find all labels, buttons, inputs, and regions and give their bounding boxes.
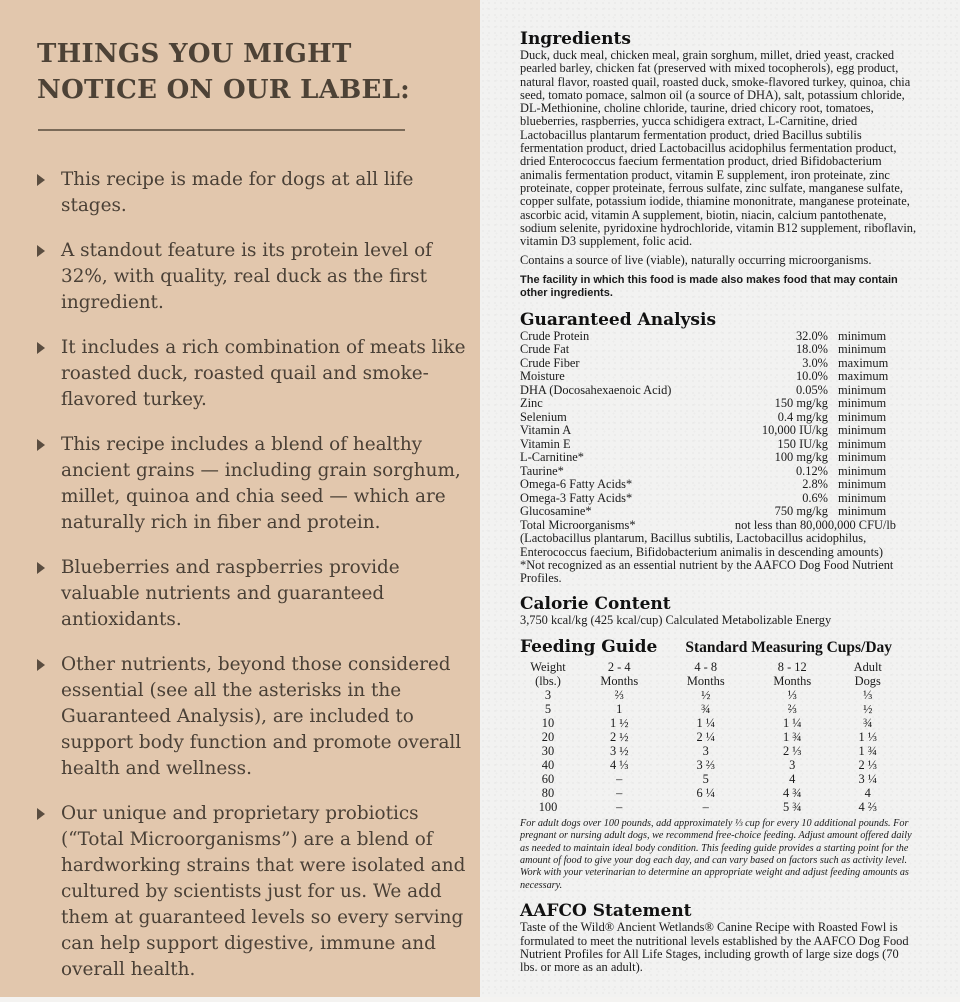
nutrient-qualifier: minimum xyxy=(838,409,887,424)
table-cell: 3 ¼ xyxy=(858,771,878,786)
table-cell: 4 ¾ xyxy=(782,785,802,800)
heading-divider xyxy=(38,129,405,131)
nutrient-qualifier: minimum xyxy=(838,490,887,505)
column-header: 4 - 8 Months xyxy=(686,659,725,688)
nutrient-name: Omega-6 Fatty Acids* xyxy=(520,477,633,492)
table-cell: 30 xyxy=(541,743,555,758)
guaranteed-analysis-title: Guaranteed Analysis xyxy=(520,309,717,330)
table-row xyxy=(520,758,900,772)
table-cell: 5 ¾ xyxy=(782,799,802,814)
feeding-guide-table xyxy=(520,660,900,814)
table-row xyxy=(520,411,896,425)
list-item xyxy=(37,335,467,413)
table-cell: 2 ½ xyxy=(609,729,629,744)
table-cell: ¾ xyxy=(701,701,711,716)
table-cell: 1 xyxy=(616,701,623,716)
table-cell: 4 ⅔ xyxy=(858,799,878,814)
table-cell: 1 ⅓ xyxy=(858,729,878,744)
nutrient-name: Taurine* xyxy=(520,463,564,478)
list-item-text: Blueberries and raspberries provide valuable nutrients and guaranteed antioxidants. xyxy=(61,557,400,630)
label-content xyxy=(520,30,918,975)
aafco-footnote: *Not recognized as an essential nutrient by the AAFCO Dog Food Nutrient Profiles. xyxy=(520,557,894,586)
table-cell: 1 ¾ xyxy=(858,743,878,758)
nutrient-value: 3.0% xyxy=(802,355,828,370)
table-row xyxy=(520,451,896,465)
nutrient-name: Glucosamine* xyxy=(520,504,592,519)
column-header: Weight (lbs.) xyxy=(530,659,566,688)
table-cell: 5 xyxy=(544,701,552,716)
nutrient-qualifier: minimum xyxy=(838,342,887,357)
column-header: 8 - 12 Months xyxy=(773,659,812,688)
table-row xyxy=(520,505,896,519)
table-row xyxy=(520,786,900,800)
table-cell: ⅓ xyxy=(787,687,797,702)
table-cell: 5 xyxy=(702,771,709,786)
table-cell: 1 ¼ xyxy=(696,715,716,730)
table-cell: ½ xyxy=(701,687,711,702)
guaranteed-analysis-table xyxy=(520,330,896,533)
table-row xyxy=(520,330,896,344)
list-item-text: A standout feature is its protein level of 32%, with quality, real duck as the first ingredient. xyxy=(61,240,432,313)
nutrient-value: 0.6% xyxy=(802,490,828,505)
table-cell: 4 xyxy=(864,785,871,800)
nutrient-value: 0.4 mg/kg xyxy=(777,409,828,424)
table-row xyxy=(520,702,900,716)
table-cell: 3 ⅔ xyxy=(696,757,716,772)
triangle-bullet-icon xyxy=(37,174,45,186)
nutrient-value: 2.8% xyxy=(802,477,828,492)
table-cell: 1 ¼ xyxy=(782,715,802,730)
table-cell: – xyxy=(616,771,623,786)
table-cell: 6 ¼ xyxy=(696,785,716,800)
nutrient-value: 100 mg/kg xyxy=(774,450,828,465)
column-header: Adult Dogs xyxy=(853,659,882,688)
list-item xyxy=(37,238,467,316)
table-cell: 80 xyxy=(541,785,555,800)
list-item xyxy=(37,167,467,219)
feeding-guide-header xyxy=(520,638,918,657)
triangle-bullet-icon xyxy=(37,245,45,257)
nutrient-qualifier: minimum xyxy=(838,396,887,411)
feeding-guide-title: Feeding Guide xyxy=(520,636,658,657)
table-cell: ½ xyxy=(863,701,873,716)
nutrient-qualifier: maximum xyxy=(838,369,889,384)
nutrient-qualifier: minimum xyxy=(838,504,887,519)
notice-list xyxy=(37,167,467,1002)
table-cell: 100 xyxy=(538,799,558,814)
table-cell: 2 ⅓ xyxy=(858,757,878,772)
table-row xyxy=(520,772,900,786)
nutrient-name: Crude Protein xyxy=(520,328,590,343)
nutrient-value: not less than 80,000,000 CFU/lb xyxy=(734,517,896,532)
table-cell: 10 xyxy=(541,715,555,730)
table-cell: ⅔ xyxy=(614,687,624,702)
table-header-row xyxy=(520,660,900,688)
table-cell: – xyxy=(616,799,623,814)
list-item xyxy=(37,555,467,633)
nutrient-qualifier: minimum xyxy=(838,436,887,451)
feeding-guide-note: For adult dogs over 100 pounds, add approximately ⅓ cup for every 10 additional pounds. For pregnant or nursing adult dogs, we recommend free-choice feeding. Adjust amount offered daily as needed to maintain ideal body condition. This feeding guide provides a starting point for the amount of food to give your dog each day, and can vary based on factors such as activity level. Work with your veterinarian to determine an appropriate weight and adjust feeding amounts as necessary. xyxy=(520,817,912,891)
triangle-bullet-icon xyxy=(37,439,45,451)
table-cell: ⅓ xyxy=(863,687,873,702)
left-panel xyxy=(0,0,480,997)
table-row xyxy=(520,438,896,452)
table-row xyxy=(520,744,900,758)
table-row xyxy=(520,688,900,702)
table-row xyxy=(520,519,896,533)
table-cell: ⅔ xyxy=(787,701,797,716)
nutrient-value: 10.0% xyxy=(795,369,828,384)
nutrient-qualifier: minimum xyxy=(838,423,887,438)
table-row xyxy=(520,343,896,357)
list-item-text: It includes a rich combination of meats like roasted duck, roasted quail and smoke-flavored turkey. xyxy=(61,337,466,410)
nutrient-name: L-Carnitine* xyxy=(520,450,584,465)
list-item xyxy=(37,432,467,536)
nutrient-qualifier: minimum xyxy=(838,328,887,343)
aafco-statement-text: Taste of the Wild® Ancient Wetlands® Canine Recipe with Roasted Fowl is formulated to meet the nutritional levels established by the AAFCO Dog Food Nutrient Profiles for All Life Stages, including growth of large size dogs (70 lbs. or more as an adult). xyxy=(520,920,909,975)
triangle-bullet-icon xyxy=(37,659,45,671)
table-row xyxy=(520,492,896,506)
nutrient-qualifier: minimum xyxy=(838,477,887,492)
list-item-text: This recipe is made for dogs at all life stages. xyxy=(61,169,414,216)
nutrient-value: 150 IU/kg xyxy=(777,436,828,451)
table-cell: ¾ xyxy=(863,715,873,730)
calorie-content-title: Calorie Content xyxy=(520,594,671,615)
table-row xyxy=(520,397,896,411)
table-cell: 3 xyxy=(544,687,552,702)
nutrient-value: 150 mg/kg xyxy=(774,396,828,411)
table-row xyxy=(520,357,896,371)
table-row xyxy=(520,716,900,730)
table-cell: 40 xyxy=(541,757,555,772)
nutrient-name: Crude Fat xyxy=(520,342,570,357)
nutrient-name: DHA (Docosahexaenoic Acid) xyxy=(520,382,672,397)
triangle-bullet-icon xyxy=(37,808,45,820)
nutrient-name: Total Microorganisms* xyxy=(520,517,636,532)
table-cell: 4 xyxy=(789,771,796,786)
aafco-statement-title: AAFCO Statement xyxy=(520,901,692,922)
microorganism-note: (Lactobacillus plantarum, Bacillus subtilis, Lactobacillus acidophilus, Enterococcus faecium, Bifidobacterium animalis in descending amounts) xyxy=(520,531,884,559)
column-header: 2 - 4 Months xyxy=(600,659,639,688)
nutrient-value: 0.12% xyxy=(795,463,828,478)
nutrient-value: 10,000 IU/kg xyxy=(761,423,828,438)
feeding-guide-subtitle: Standard Measuring Cups/Day xyxy=(685,638,893,656)
table-row xyxy=(520,370,896,384)
nutrient-value: 18.0% xyxy=(795,342,828,357)
nutrient-name: Omega-3 Fatty Acids* xyxy=(520,490,633,505)
table-cell: – xyxy=(702,799,709,814)
calorie-content-text: 3,750 kcal/kg (425 kcal/cup) Calculated Metabolizable Energy xyxy=(520,613,832,628)
list-item-text: Other nutrients, beyond those considered essential (see all the asterisks in the Guaranteed Analysis), are included to support body function and promote overall health and wellness. xyxy=(61,654,462,779)
table-row xyxy=(520,800,900,814)
nutrient-name: Selenium xyxy=(520,409,567,424)
table-row xyxy=(520,465,896,479)
table-row xyxy=(520,424,896,438)
table-cell: 20 xyxy=(541,729,555,744)
table-cell: 3 ½ xyxy=(609,743,629,758)
nutrient-qualifier: minimum xyxy=(838,382,887,397)
table-row xyxy=(520,384,896,398)
triangle-bullet-icon xyxy=(37,342,45,354)
list-item-text: Our unique and proprietary probiotics (“Total Microorganisms”) are a blend of hardworking strains that were isolated and cultured by scientists just for us. We add them at guaranteed levels so every serving can help support digestive, immune and overall health. xyxy=(61,803,466,980)
table-cell: 3 xyxy=(789,757,796,772)
list-item xyxy=(37,652,467,782)
nutrient-qualifier: minimum xyxy=(838,450,887,465)
table-cell: – xyxy=(616,785,623,800)
table-row xyxy=(520,478,896,492)
nutrient-name: Crude Fiber xyxy=(520,355,580,370)
nutrient-name: Vitamin E xyxy=(520,436,571,451)
list-item-text: This recipe includes a blend of healthy ancient grains — including grain sorghum, millet, quinoa and chia seed — which are naturally rich in fiber and protein. xyxy=(61,434,461,533)
ingredients-text: Duck, duck meal, chicken meal, grain sorghum, millet, dried yeast, cracked pearled barley, chicken fat (preserved with mixed tocopherols), egg product, natural flavor, roasted quail, roasted duck, smoke-flavored turkey, quinoa, chia seed, tomato pomace, salmon oil (a source of DHA), salt, potassium chloride, DL-Methionine, choline chloride, taurine, dried chicory root, tomatoes, blueberries, raspberries, yucca schidigera extract, L-Carnitine, dried Lactobacillus plantarum fermentation product, dried Bacillus subtilis fermentation product, dried Lactobacillus acidophilus fermentation product, dried Enterococcus faecium fermentation product, dried Bifidobacterium animalis fermentation product, vitamin E supplement, iron proteinate, zinc proteinate, copper proteinate, ferrous sulfate, zinc sulfate, manganese sulfate, copper sulfate, potassium iodide, thiamine mononitrate, manganese proteinate, ascorbic acid, vitamin A supplement, biotin, niacin, calcium pantothenate, sodium selenite, pyridoxine hydrochloride, vitamin B12 supplement, riboflavin, vitamin D3 supplement, folic acid. xyxy=(520,48,917,249)
nutrient-name: Moisture xyxy=(520,369,565,384)
nutrient-name: Vitamin A xyxy=(520,423,572,438)
nutrient-qualifier: minimum xyxy=(838,463,887,478)
page-title: THINGS YOU MIGHT NOTICE ON OUR LABEL: xyxy=(37,39,411,105)
nutrient-value: 32.0% xyxy=(795,328,828,343)
table-cell: 60 xyxy=(541,771,555,786)
table-cell: 1 ½ xyxy=(609,715,629,730)
table-cell: 4 ⅓ xyxy=(609,757,629,772)
triangle-bullet-icon xyxy=(37,562,45,574)
ingredients-title: Ingredients xyxy=(520,29,631,49)
probiotic-statement: Contains a source of live (viable), naturally occurring microorganisms. xyxy=(520,253,872,268)
table-cell: 2 ⅓ xyxy=(782,743,802,758)
table-cell: 2 ¼ xyxy=(696,729,716,744)
table-row xyxy=(520,730,900,744)
nutrient-qualifier: maximum xyxy=(838,355,889,370)
table-cell: 3 xyxy=(702,743,709,758)
nutrient-name: Zinc xyxy=(520,396,543,411)
nutrient-value: 750 mg/kg xyxy=(774,504,828,519)
list-item xyxy=(37,801,467,983)
table-cell: 1 ¾ xyxy=(782,729,802,744)
nutrient-value: 0.05% xyxy=(795,382,828,397)
facility-statement: The facility in which this food is made also makes food that may contain other ingredients. xyxy=(520,273,898,299)
